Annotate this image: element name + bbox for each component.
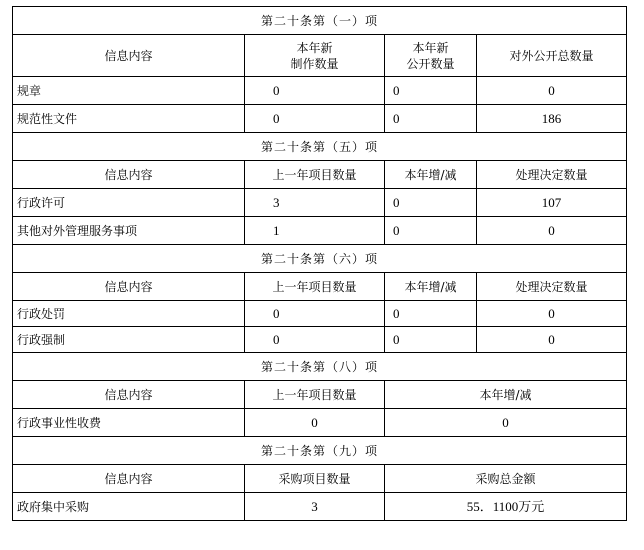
section-title-row bbox=[13, 353, 627, 381]
cell-value: 0 bbox=[245, 301, 385, 327]
column-header: 本年增/减 bbox=[385, 381, 627, 409]
column-header: 本年新 制作数量 bbox=[245, 35, 385, 77]
column-header: 本年增/减 bbox=[385, 161, 477, 189]
disclosure-table bbox=[12, 6, 627, 521]
column-header: 处理决定数量 bbox=[477, 161, 627, 189]
cell-value: 0 bbox=[385, 301, 477, 327]
column-header: 上一年项目数量 bbox=[245, 381, 385, 409]
cell-value: 0 bbox=[477, 77, 627, 105]
section-title: 第二十条第（八）项 bbox=[13, 353, 627, 381]
cell-value: 0 bbox=[385, 189, 477, 217]
column-header: 信息内容 bbox=[13, 381, 245, 409]
table-row bbox=[13, 217, 627, 245]
cell-value: 55．1100万元 bbox=[385, 493, 627, 521]
table-row bbox=[13, 77, 627, 105]
header-row bbox=[13, 161, 627, 189]
column-header: 采购总金额 bbox=[385, 465, 627, 493]
row-label: 其他对外管理服务事项 bbox=[13, 217, 245, 245]
section-title: 第二十条第（九）项 bbox=[13, 437, 627, 465]
row-label: 政府集中采购 bbox=[13, 493, 245, 521]
column-header: 本年增/减 bbox=[385, 273, 477, 301]
cell-value: 0 bbox=[385, 327, 477, 353]
cell-value: 0 bbox=[385, 409, 627, 437]
cell-value: 0 bbox=[477, 327, 627, 353]
section-title-row bbox=[13, 133, 627, 161]
table-row bbox=[13, 493, 627, 521]
row-label: 行政许可 bbox=[13, 189, 245, 217]
cell-value: 0 bbox=[245, 327, 385, 353]
column-header: 采购项目数量 bbox=[245, 465, 385, 493]
table-row bbox=[13, 189, 627, 217]
cell-value: 0 bbox=[245, 409, 385, 437]
table-row bbox=[13, 105, 627, 133]
cell-value: 0 bbox=[245, 105, 385, 133]
column-header: 信息内容 bbox=[13, 161, 245, 189]
cell-value: 0 bbox=[385, 105, 477, 133]
cell-value: 0 bbox=[385, 77, 477, 105]
column-header: 上一年项目数量 bbox=[245, 273, 385, 301]
column-header: 对外公开总数量 bbox=[477, 35, 627, 77]
column-header: 上一年项目数量 bbox=[245, 161, 385, 189]
column-header: 处理决定数量 bbox=[477, 273, 627, 301]
row-label: 行政事业性收费 bbox=[13, 409, 245, 437]
row-label: 规范性文件 bbox=[13, 105, 245, 133]
cell-value: 107 bbox=[477, 189, 627, 217]
cell-value: 0 bbox=[477, 217, 627, 245]
column-header: 信息内容 bbox=[13, 465, 245, 493]
row-label: 行政处罚 bbox=[13, 301, 245, 327]
section-title: 第二十条第（五）项 bbox=[13, 133, 627, 161]
header-row bbox=[13, 273, 627, 301]
section-title-row bbox=[13, 437, 627, 465]
cell-value: 186 bbox=[477, 105, 627, 133]
cell-value: 1 bbox=[245, 217, 385, 245]
cell-value: 3 bbox=[245, 493, 385, 521]
section-title: 第二十条第（一）项 bbox=[13, 7, 627, 35]
cell-value: 3 bbox=[245, 189, 385, 217]
column-header: 信息内容 bbox=[13, 35, 245, 77]
column-header: 本年新 公开数量 bbox=[385, 35, 477, 77]
cell-value: 0 bbox=[477, 301, 627, 327]
header-row bbox=[13, 381, 627, 409]
header-row bbox=[13, 35, 627, 77]
row-label: 规章 bbox=[13, 77, 245, 105]
row-label: 行政强制 bbox=[13, 327, 245, 353]
section-title-row bbox=[13, 7, 627, 35]
table-row bbox=[13, 327, 627, 353]
table-row bbox=[13, 301, 627, 327]
cell-value: 0 bbox=[385, 217, 477, 245]
section-title-row bbox=[13, 245, 627, 273]
cell-value: 0 bbox=[245, 77, 385, 105]
section-title: 第二十条第（六）项 bbox=[13, 245, 627, 273]
header-row bbox=[13, 465, 627, 493]
column-header: 信息内容 bbox=[13, 273, 245, 301]
table-row bbox=[13, 409, 627, 437]
